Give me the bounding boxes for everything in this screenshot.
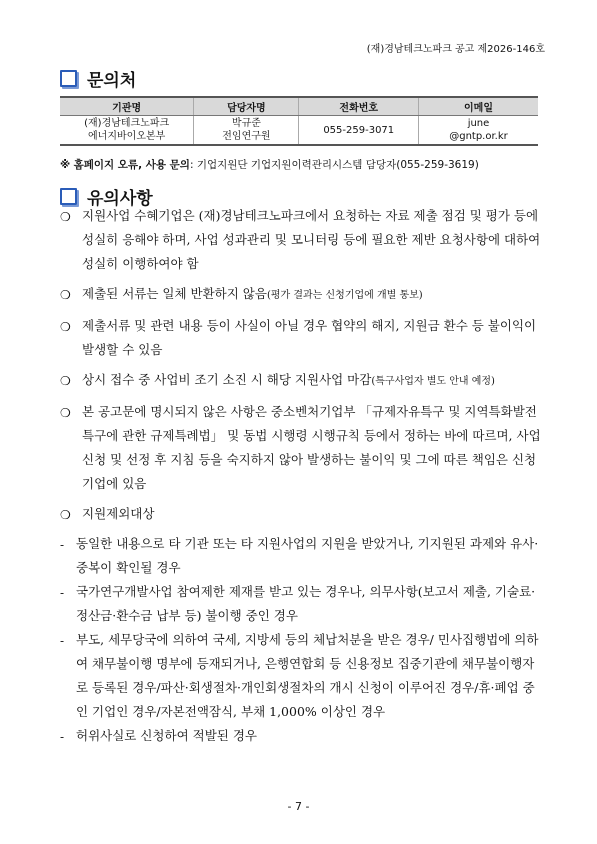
circle-bullet-icon: ❍ — [60, 288, 71, 302]
contact-table — [60, 96, 538, 146]
org-line2: 에너지바이오본부 — [88, 131, 166, 142]
dash-bullet: - — [60, 586, 65, 600]
list-item — [60, 288, 545, 308]
email-line1: june — [467, 118, 490, 129]
item-text: 지원사업 수혜기업은 (재)경남테크노파크에서 요청하는 자료 제출 점검 및 평가 등에 성실히 응해야 하며, 사업 성과관리 및 모니터링 등에 필요한 제반 요청사항에 대하여 성실히 이행하여야 함 — [82, 208, 541, 271]
caution-section-title: 유의사항 — [87, 189, 153, 209]
list-item — [60, 406, 545, 496]
list-item — [60, 374, 545, 394]
item-small-note: (특구사업자 별도 안내 예정) — [371, 376, 495, 387]
checkbox-square-icon — [60, 188, 77, 205]
item-text: 부도, 세무당국에 의하여 국세, 지방세 등의 체납처분을 받은 경우/ 민사집행법에 의하여 채무불이행 명부에 등재되거나, 은행연합회 등 신용정보 집중기관에 채무불이행자로 등록된 경우/파산·회생절차·개인회생절차의 개시 신청이 이루어진 경우/휴·폐업 중인 기업인 경우/자본전액잠식, 부채 1,000% 이상인 경우 — [76, 632, 539, 719]
list-item — [60, 586, 545, 628]
list-item — [60, 210, 545, 276]
checkbox-square-icon — [60, 70, 77, 87]
dash-bullet: - — [60, 538, 65, 552]
header-name: 담당자명 — [194, 97, 299, 116]
list-item — [60, 508, 545, 526]
item-text — [82, 368, 545, 394]
item-text: 지원제외대상 — [82, 506, 155, 521]
list-item — [60, 320, 545, 362]
name-line1: 박규준 — [231, 118, 261, 129]
item-text: 허위사실로 신청하여 적발된 경우 — [76, 728, 257, 743]
circle-bullet-icon: ❍ — [60, 406, 71, 420]
homepage-note-rest: : 기업지원단 기업지원이력관리시스템 담당자(055-259-3619) — [189, 159, 479, 171]
contact-section-title: 문의처 — [87, 71, 137, 91]
cell-org — [60, 116, 194, 146]
cell-email — [418, 116, 538, 146]
reference-mark: ※ — [60, 159, 71, 171]
list-item — [60, 538, 545, 580]
cell-phone: 055-259-3071 — [299, 116, 419, 146]
circle-bullet-icon: ❍ — [60, 508, 71, 522]
circle-bullet-icon: ❍ — [60, 320, 71, 334]
org-line1: (재)경남테크노파크 — [84, 118, 170, 129]
item-text — [82, 282, 545, 308]
item-text: 본 공고문에 명시되지 않은 사항은 중소벤처기업부 「규제자유특구 및 지역특화발전특구에 관한 규제특례법」 및 동법 시행령 시행규칙 등에서 정하는 바에 따르며, 사업신청 및 선정 후 지침 등을 숙지하지 않아 발생하는 불이익 및 그에 따른 책임은 신청기업에 있음 — [82, 404, 541, 491]
contact-table-header-row — [60, 97, 538, 116]
dash-bullet: - — [60, 730, 65, 744]
email-line2: @gntp.or.kr — [449, 131, 508, 142]
header-phone: 전화번호 — [299, 97, 419, 116]
page-number: - 7 - — [287, 800, 310, 813]
item-text: 국가연구개발사업 참여제한 제재를 받고 있는 경우나, 의무사항(보고서 제출, 기술료·정산금·환수금 납부 등) 불이행 중인 경우 — [76, 584, 536, 623]
item-small-note: (평가 결과는 신청기업에 개별 통보) — [266, 290, 423, 301]
circle-bullet-icon: ❍ — [60, 210, 71, 224]
contact-section-header — [60, 66, 136, 91]
list-item — [60, 634, 545, 724]
name-line2: 전임연구원 — [222, 131, 271, 142]
homepage-note-bold: 홈페이지 오류, 사용 문의 — [73, 159, 190, 171]
dash-bullet: - — [60, 634, 65, 648]
list-item — [60, 730, 545, 748]
item-main-text: 제출된 서류는 일체 반환하지 않음 — [82, 286, 267, 301]
caution-list — [60, 210, 545, 754]
item-main-text: 상시 접수 중 사업비 조기 소진 시 해당 지원사업 마감 — [82, 372, 372, 387]
header-email: 이메일 — [418, 97, 538, 116]
item-text: 제출서류 및 관련 내용 등이 사실이 아닐 경우 협약의 해지, 지원금 환수 등 불이익이 발생할 수 있음 — [82, 318, 537, 357]
homepage-inquiry-note — [60, 157, 479, 172]
circle-bullet-icon: ❍ — [60, 374, 71, 388]
cell-name — [194, 116, 299, 146]
table-row — [60, 116, 538, 146]
item-text: 동일한 내용으로 타 기관 또는 타 지원사업의 지원을 받았거나, 기지원된 과제와 유사·중복이 확인될 경우 — [76, 536, 539, 575]
notice-number: (재)경남테크노파크 공고 제2026-146호 — [366, 44, 545, 55]
header-org: 기관명 — [60, 97, 194, 116]
